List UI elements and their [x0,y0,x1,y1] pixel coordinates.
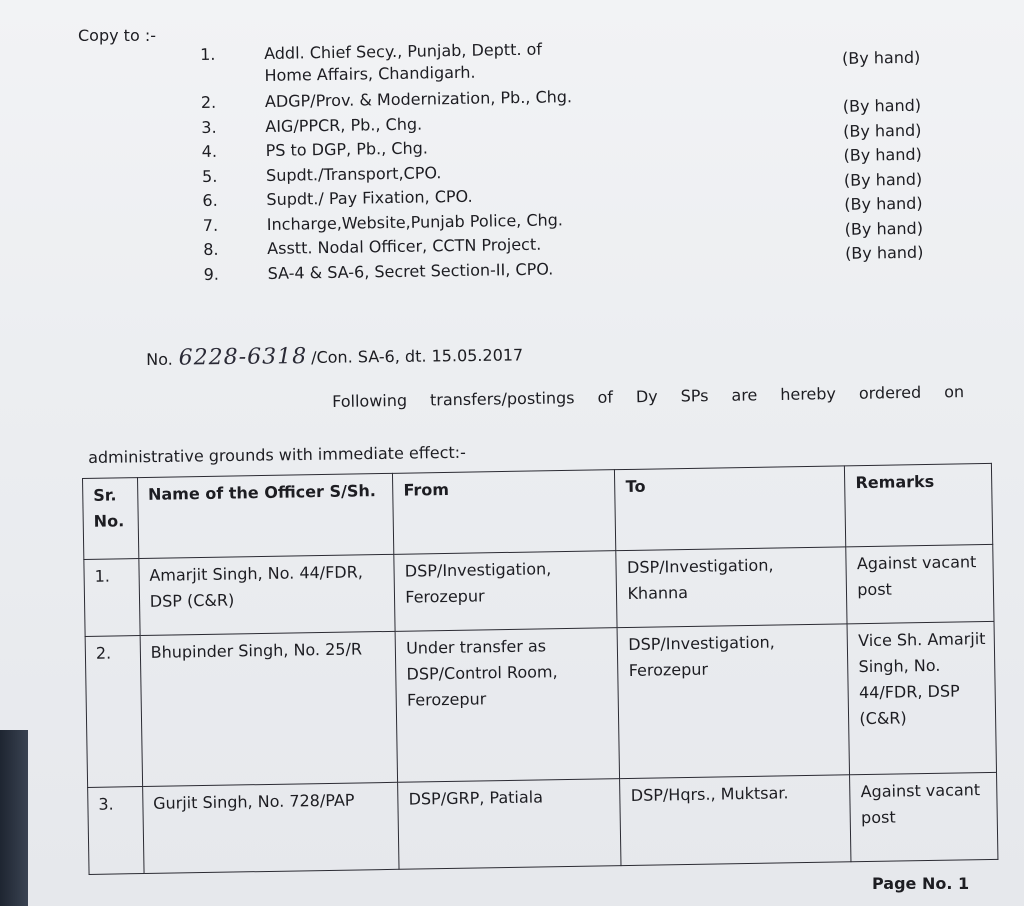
distribution-item-recipient: AIG/PPCR, Pb., Chg. [265,114,423,136]
header-officer-name: Name of the Officer S/Sh. [137,473,394,558]
distribution-item-recipient: Incharge,Website,Punjab Police, Chg. [266,209,564,234]
header-remarks: Remarks [845,463,993,546]
handwritten-dispatch-number: 6228-6318 [178,344,308,371]
order-intro-line-1: Following transfers/postings of Dy SPs are hereby ordered on [332,382,965,411]
cell-officer-name: Amarjit Singh, No. 44/FDR, DSP (C&R) [139,554,396,635]
distribution-item-recipient: Asstt. Nodal Officer, CCTN Project. [267,234,542,258]
table-header-row [83,463,993,559]
cell-remarks: Against vacant post [850,772,998,861]
distribution-item-number: 7. [202,215,219,235]
distribution-item-delivery: (By hand) [841,47,921,68]
cell-remarks: Against vacant post [846,544,994,623]
postings-table [82,463,998,875]
table-row [85,621,996,787]
distribution-item-delivery: (By hand) [844,193,923,214]
distribution-item-number: 3. [201,117,217,137]
distribution-item-delivery [834,266,924,267]
cell-from: DSP/GRP, Patiala [398,779,622,870]
distribution-item-delivery: (By hand) [843,169,923,190]
cell-from: Under transfer as DSP/Control Room, Ferozepur [395,628,620,783]
cell-to: DSP/Investigation, Ferozepur [618,624,850,779]
cell-sr-no: 3. [88,787,144,875]
distribution-item-number: 9. [203,264,220,284]
postings-table-wrapper [82,463,998,875]
cell-officer-name: Bhupinder Singh, No. 25/R [140,631,398,786]
distribution-item-recipient: PS to DGP, Pb., Chg. [265,138,429,160]
cell-sr-no: 1. [84,559,140,637]
distribution-list [200,33,924,288]
distribution-item-recipient: Addl. Chief Secy., Punjab, Deptt. of Home Affairs, Chandigarh. [264,39,543,85]
copy-to-label: Copy to :- [78,26,156,45]
distribution-item-recipient: Supdt./ Pay Fixation, CPO. [266,186,473,209]
distribution-item-delivery: (By hand) [842,95,922,116]
header-to: To [615,466,846,551]
distribution-item-delivery: (By hand) [844,242,924,263]
distribution-item-number: 1. [200,44,216,64]
cell-sr-no: 2. [85,636,142,788]
distribution-item-number: 5. [201,166,218,186]
distribution-item-recipient: Supdt./Transport,CPO. [265,162,442,185]
cell-to: DSP/Hqrs., Muktsar. [620,775,851,866]
order-intro-line-2: administrative grounds with immediate effect:- [88,442,466,467]
cell-officer-name: Gurjit Singh, No. 728/PAP [142,782,399,873]
distribution-item-delivery: (By hand) [843,144,922,165]
page-number: Page No. 1 [872,874,970,893]
distribution-item-number: 8. [203,239,219,259]
header-from: From [393,470,617,555]
distribution-item-recipient: ADGP/Prov. & Modernization, Pb., Chg. [264,87,573,111]
table-row [88,772,998,874]
distribution-item-number: 6. [202,190,218,210]
cell-from: DSP/Investigation, Ferozepur [394,551,617,632]
distribution-item-number: 2. [200,92,217,112]
reference-prefix: No. [146,349,173,369]
cell-remarks: Vice Sh. Amarjit Singh, No. 44/FDR, DSP (C&R) [847,621,996,774]
reference-suffix: /Con. SA-6, dt. 15.05.2017 [311,345,524,367]
distribution-item-number: 4. [201,141,218,161]
distribution-item-delivery: (By hand) [843,120,922,141]
dark-background-edge [0,730,28,906]
header-sr-no: Sr. No. [83,478,139,560]
reference-number-line [146,341,523,371]
cell-to: DSP/Investigation, Khanna [616,547,847,628]
distribution-item-recipient: SA-4 & SA-6, Secret Section-II, CPO. [267,258,554,283]
distribution-item-delivery: (By hand) [844,218,924,239]
